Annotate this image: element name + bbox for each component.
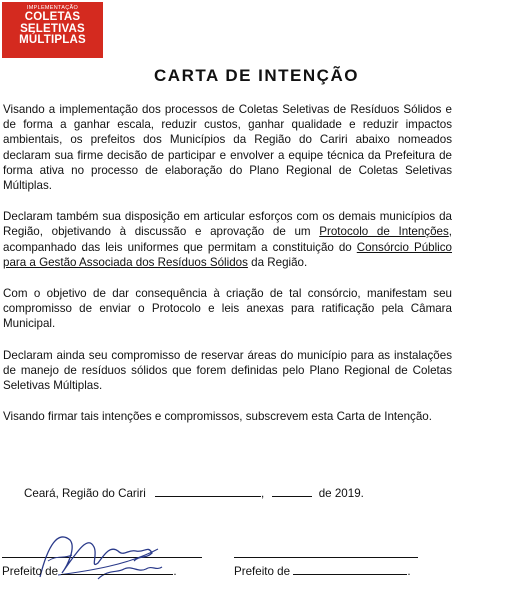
paragraph-3: Com o objetivo de dar consequência à criação de tal consórcio, manifestam seu compromisso de enviar o Protocolo e leis anexas para ratificação pela Câmara Municipal. bbox=[3, 287, 452, 331]
paragraph-1: Visando a implementação dos processos de Coletas Seletivas de Resíduos Sólidos e de forma a ganhar escala, reduzir custos, ganhar qualidade e reduzir impactos ambientais, os prefeitos dos Municípios da Região do Cariri abaixo nomeados declaram sua firme decisão de participar e envolver a equipe técnica da Prefeitura de forma ativa no processo de elaboração do Plano Regional de Coletas Seletivas Múltiplas. bbox=[3, 103, 452, 193]
paragraph-2-part-c: da Região. bbox=[247, 255, 308, 269]
signature-label-left bbox=[2, 563, 177, 578]
paragraph-5: Visando firmar tais intenções e compromissos, subscrevem esta Carta de Intenção. bbox=[3, 410, 432, 424]
right-period: . bbox=[407, 565, 411, 578]
paragraph-2-part-a: Declaram também sua disposição em articular esforços com os demais municípios da Região, objetivando à discussão e aprovação de um bbox=[3, 210, 452, 239]
year-blank bbox=[272, 485, 312, 497]
left-period: . bbox=[173, 565, 177, 578]
right-municipality-blank bbox=[293, 563, 407, 575]
paragraph-4: Declaram ainda seu compromisso de reservar áreas do município para as instalações de manejo de resíduos sólidos que forem definidas pelo Plano Regional de Coletas Seletivas Múltiplas. bbox=[3, 348, 452, 393]
left-municipality-blank bbox=[61, 563, 173, 575]
date-line bbox=[24, 485, 364, 500]
paragraph-2-part-b: , acompanhado das leis uniformes que permitam a constituição do bbox=[3, 225, 452, 254]
day-month-blank bbox=[155, 485, 261, 497]
letter-body bbox=[3, 102, 452, 440]
left-prefeito-label: Prefeito de bbox=[2, 565, 59, 578]
logo-line-1: IMPLEMENTAÇÃO bbox=[26, 5, 79, 11]
logo-line-4: MÚLTIPLAS bbox=[19, 34, 86, 46]
date-year: de 2019. bbox=[318, 487, 364, 500]
page-title: CARTA DE INTENÇÃO bbox=[154, 66, 359, 85]
logo-line-2: COLETAS bbox=[24, 11, 81, 23]
logo-line-3: SELETIVAS bbox=[20, 22, 85, 35]
public-consortium: Consórcio Público para a Gestão Associada dos Resíduos Sólidos bbox=[3, 240, 452, 269]
signature-line-right bbox=[234, 557, 418, 558]
signature-label-right bbox=[234, 563, 411, 578]
logo bbox=[2, 2, 103, 58]
date-location: Ceará, Região do Cariri bbox=[24, 487, 146, 500]
protocol-of-intentions: Protocolo de Intenções bbox=[319, 225, 449, 239]
right-prefeito-label: Prefeito de bbox=[234, 565, 291, 578]
date-comma: , bbox=[261, 487, 265, 500]
paragraph-2 bbox=[3, 209, 452, 270]
